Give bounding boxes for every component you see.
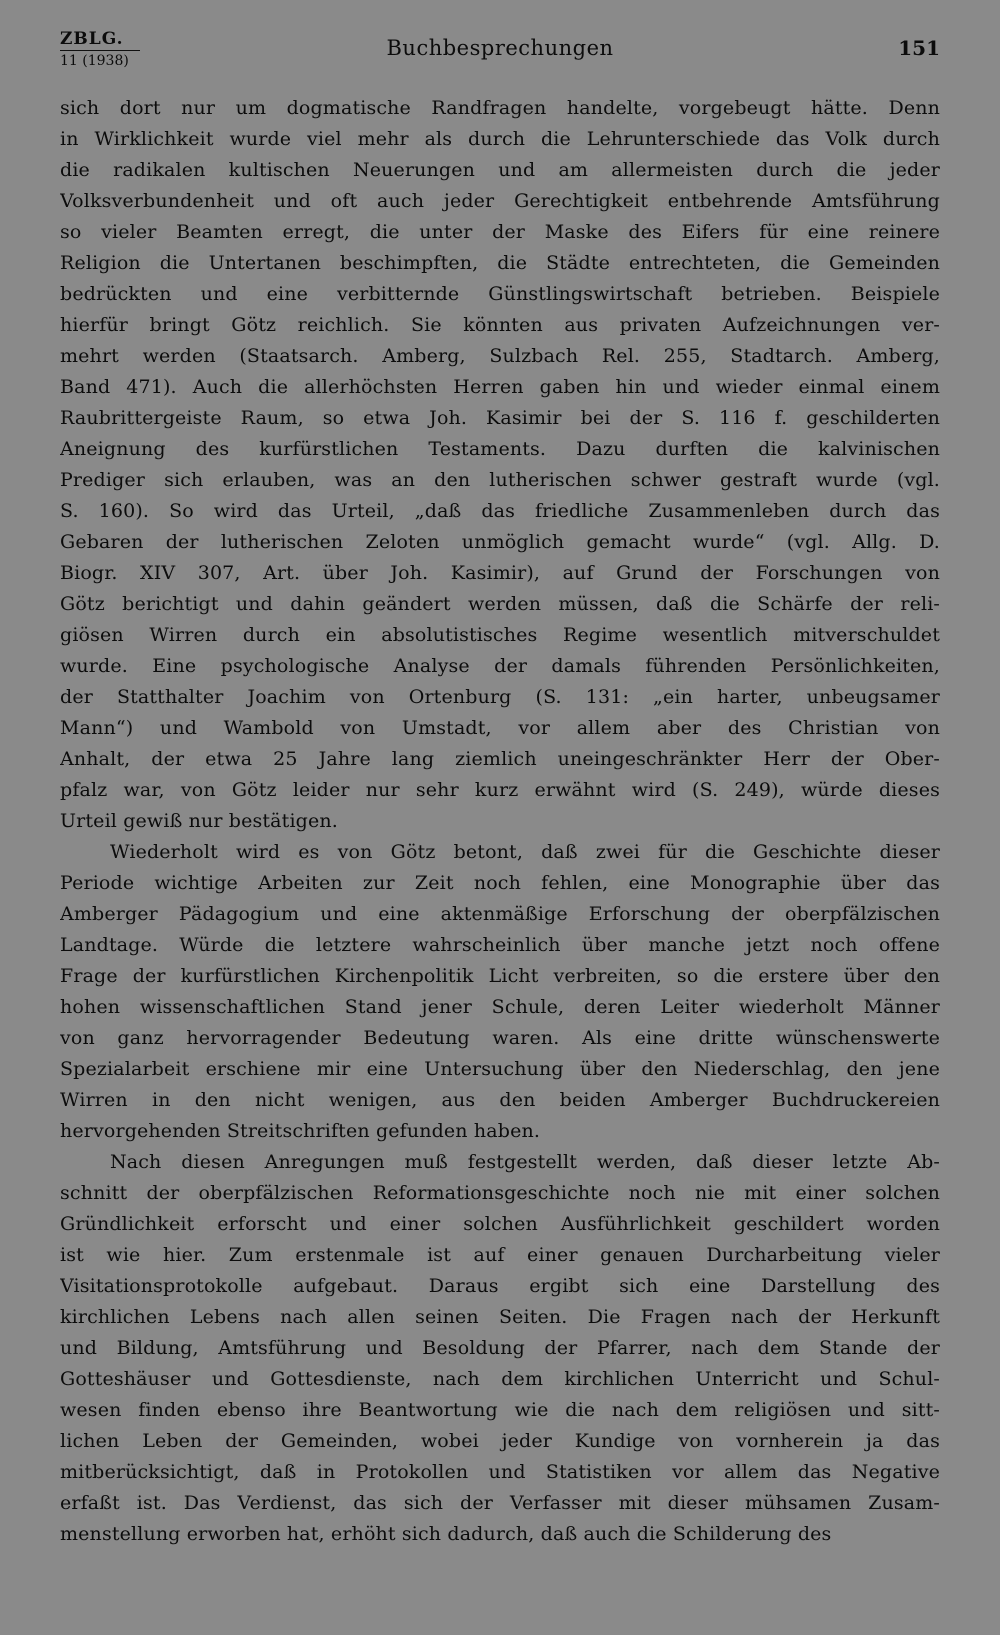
text-line: menstellung erworben hat, erhöht sich dadurch, daß auch die Schilderung des xyxy=(60,1523,832,1545)
text-line: lichen Leben der Gemeinden, wobei jeder Kundige von vornherein ja das xyxy=(60,1430,940,1452)
text-line: Prediger sich erlauben, was an den lutherischen schwer gestraft wurde (vgl. xyxy=(60,469,940,491)
text-line: bedrückten und eine verbitternde Günstlingswirtschaft betrieben. Beispiele xyxy=(60,283,940,305)
text-line: ist wie hier. Zum erstenmale ist auf einer genauen Durcharbeitung vieler xyxy=(60,1244,940,1266)
paragraph xyxy=(60,1147,940,1550)
text-line: pfalz war, von Götz leider nur sehr kurz erwähnt wird (S. 249), würde dieses xyxy=(60,779,940,801)
page-number: 151 xyxy=(898,36,940,60)
text-line: wurde. Eine psychologische Analyse der damals führenden Persönlichkeiten, xyxy=(60,655,940,677)
text-line: mehrt werden (Staatsarch. Amberg, Sulzbach Rel. 255, Stadtarch. Amberg, xyxy=(60,345,940,367)
text-line: Gotteshäuser und Gottesdienste, nach dem kirchlichen Unterricht und Schul- xyxy=(60,1368,940,1390)
text-line: hohen wissenschaftlichen Stand jener Schule, deren Leiter wiederholt Männer xyxy=(60,996,940,1018)
paragraph xyxy=(60,837,940,1147)
text-line: S. 160). So wird das Urteil, „daß das friedliche Zusammenleben durch das xyxy=(60,500,940,522)
body-text xyxy=(60,93,940,1550)
text-line: Band 471). Auch die allerhöchsten Herren gaben hin und wieder einmal einem xyxy=(60,376,940,398)
text-line: Mann“) und Wambold von Umstadt, vor allem aber des Christian von xyxy=(60,717,940,739)
text-line: Urteil gewiß nur bestätigen. xyxy=(60,810,338,832)
text-line: Aneignung des kurfürstlichen Testaments. Dazu durften die kalvinischen xyxy=(60,438,940,460)
text-line: Landtage. Würde die letztere wahrscheinlich über manche jetzt noch offene xyxy=(60,934,940,956)
section-title: Buchbesprechungen xyxy=(386,36,614,60)
text-line: Visitationsprotokolle aufgebaut. Daraus ergibt sich eine Darstellung des xyxy=(60,1275,940,1297)
text-line: sich dort nur um dogmatische Randfragen handelte, vorgebeugt hätte. Denn xyxy=(60,97,940,119)
journal-volume: 11 (1938) xyxy=(60,50,140,70)
text-line: Gründlichkeit erforscht und einer solchen Ausführlichkeit geschildert worden xyxy=(60,1213,940,1235)
text-line: schnitt der oberpfälzischen Reformationsgeschichte noch nie mit einer solchen xyxy=(60,1182,940,1204)
text-line: wesen finden ebenso ihre Beantwortung wie die nach dem religiösen und sitt- xyxy=(60,1399,940,1421)
paragraph xyxy=(60,93,940,837)
text-line: von ganz hervorragender Bedeutung waren. Als eine dritte wünschenswerte xyxy=(60,1027,940,1049)
text-line: Götz berichtigt und dahin geändert werden müssen, daß die Schärfe der reli- xyxy=(60,593,940,615)
text-line: der Statthalter Joachim von Ortenburg (S. 131: „ein harter, unbeugsamer xyxy=(60,686,940,708)
text-line: Gebaren der lutherischen Zeloten unmöglich gemacht wurde“ (vgl. Allg. D. xyxy=(60,531,940,553)
journal-abbreviation: ZBLG. xyxy=(60,29,124,49)
text-line: Amberger Pädagogium und eine aktenmäßige Erforschung der oberpfälzischen xyxy=(60,903,940,925)
text-line: erfaßt ist. Das Verdienst, das sich der Verfasser mit dieser mühsamen Zusam- xyxy=(60,1492,940,1514)
text-line: Biogr. XIV 307, Art. über Joh. Kasimir), auf Grund der Forschungen von xyxy=(60,562,940,584)
text-line: Periode wichtige Arbeiten zur Zeit noch fehlen, eine Monographie über das xyxy=(60,872,940,894)
text-line: Spezialarbeit erschiene mir eine Untersuchung über den Niederschlag, den jene xyxy=(60,1058,940,1080)
text-line: Volksverbundenheit und oft auch jeder Gerechtigkeit entbehrende Amtsführung xyxy=(60,190,940,212)
text-line: Raubrittergeiste Raum, so etwa Joh. Kasimir bei der S. 116 f. geschilderten xyxy=(60,407,940,429)
text-line: die radikalen kultischen Neuerungen und am allermeisten durch die jeder xyxy=(60,159,940,181)
text-line: Wirren in den nicht wenigen, aus den beiden Amberger Buchdruckereien xyxy=(60,1089,940,1111)
text-line: giösen Wirren durch ein absolutistisches Regime wesentlich mitverschuldet xyxy=(60,624,940,646)
text-line: so vieler Beamten erregt, die unter der Maske des Eifers für eine reinere xyxy=(60,221,940,243)
text-line: Religion die Untertanen beschimpften, die Städte entrechteten, die Gemeinden xyxy=(60,252,940,274)
text-line: und Bildung, Amtsführung und Besoldung der Pfarrer, nach dem Stande der xyxy=(60,1337,940,1359)
page-header xyxy=(60,30,940,76)
text-line: Nach diesen Anregungen muß festgestellt werden, daß dieser letzte Ab- xyxy=(110,1151,940,1173)
text-line: hervorgehenden Streitschriften gefunden haben. xyxy=(60,1120,541,1142)
text-line: kirchlichen Lebens nach allen seinen Seiten. Die Fragen nach der Herkunft xyxy=(60,1306,940,1328)
text-line: in Wirklichkeit wurde viel mehr als durch die Lehrunterschiede das Volk durch xyxy=(60,128,940,150)
text-line: Anhalt, der etwa 25 Jahre lang ziemlich uneingeschränkter Herr der Ober- xyxy=(60,748,940,770)
text-line: mitberücksichtigt, daß in Protokollen und Statistiken vor allem das Negative xyxy=(60,1461,940,1483)
text-line: hierfür bringt Götz reichlich. Sie könnten aus privaten Aufzeichnungen ver- xyxy=(60,314,940,336)
text-line: Wiederholt wird es von Götz betont, daß zwei für die Geschichte dieser xyxy=(110,841,940,863)
text-line: Frage der kurfürstlichen Kirchenpolitik Licht verbreiten, so die erstere über den xyxy=(60,965,940,987)
